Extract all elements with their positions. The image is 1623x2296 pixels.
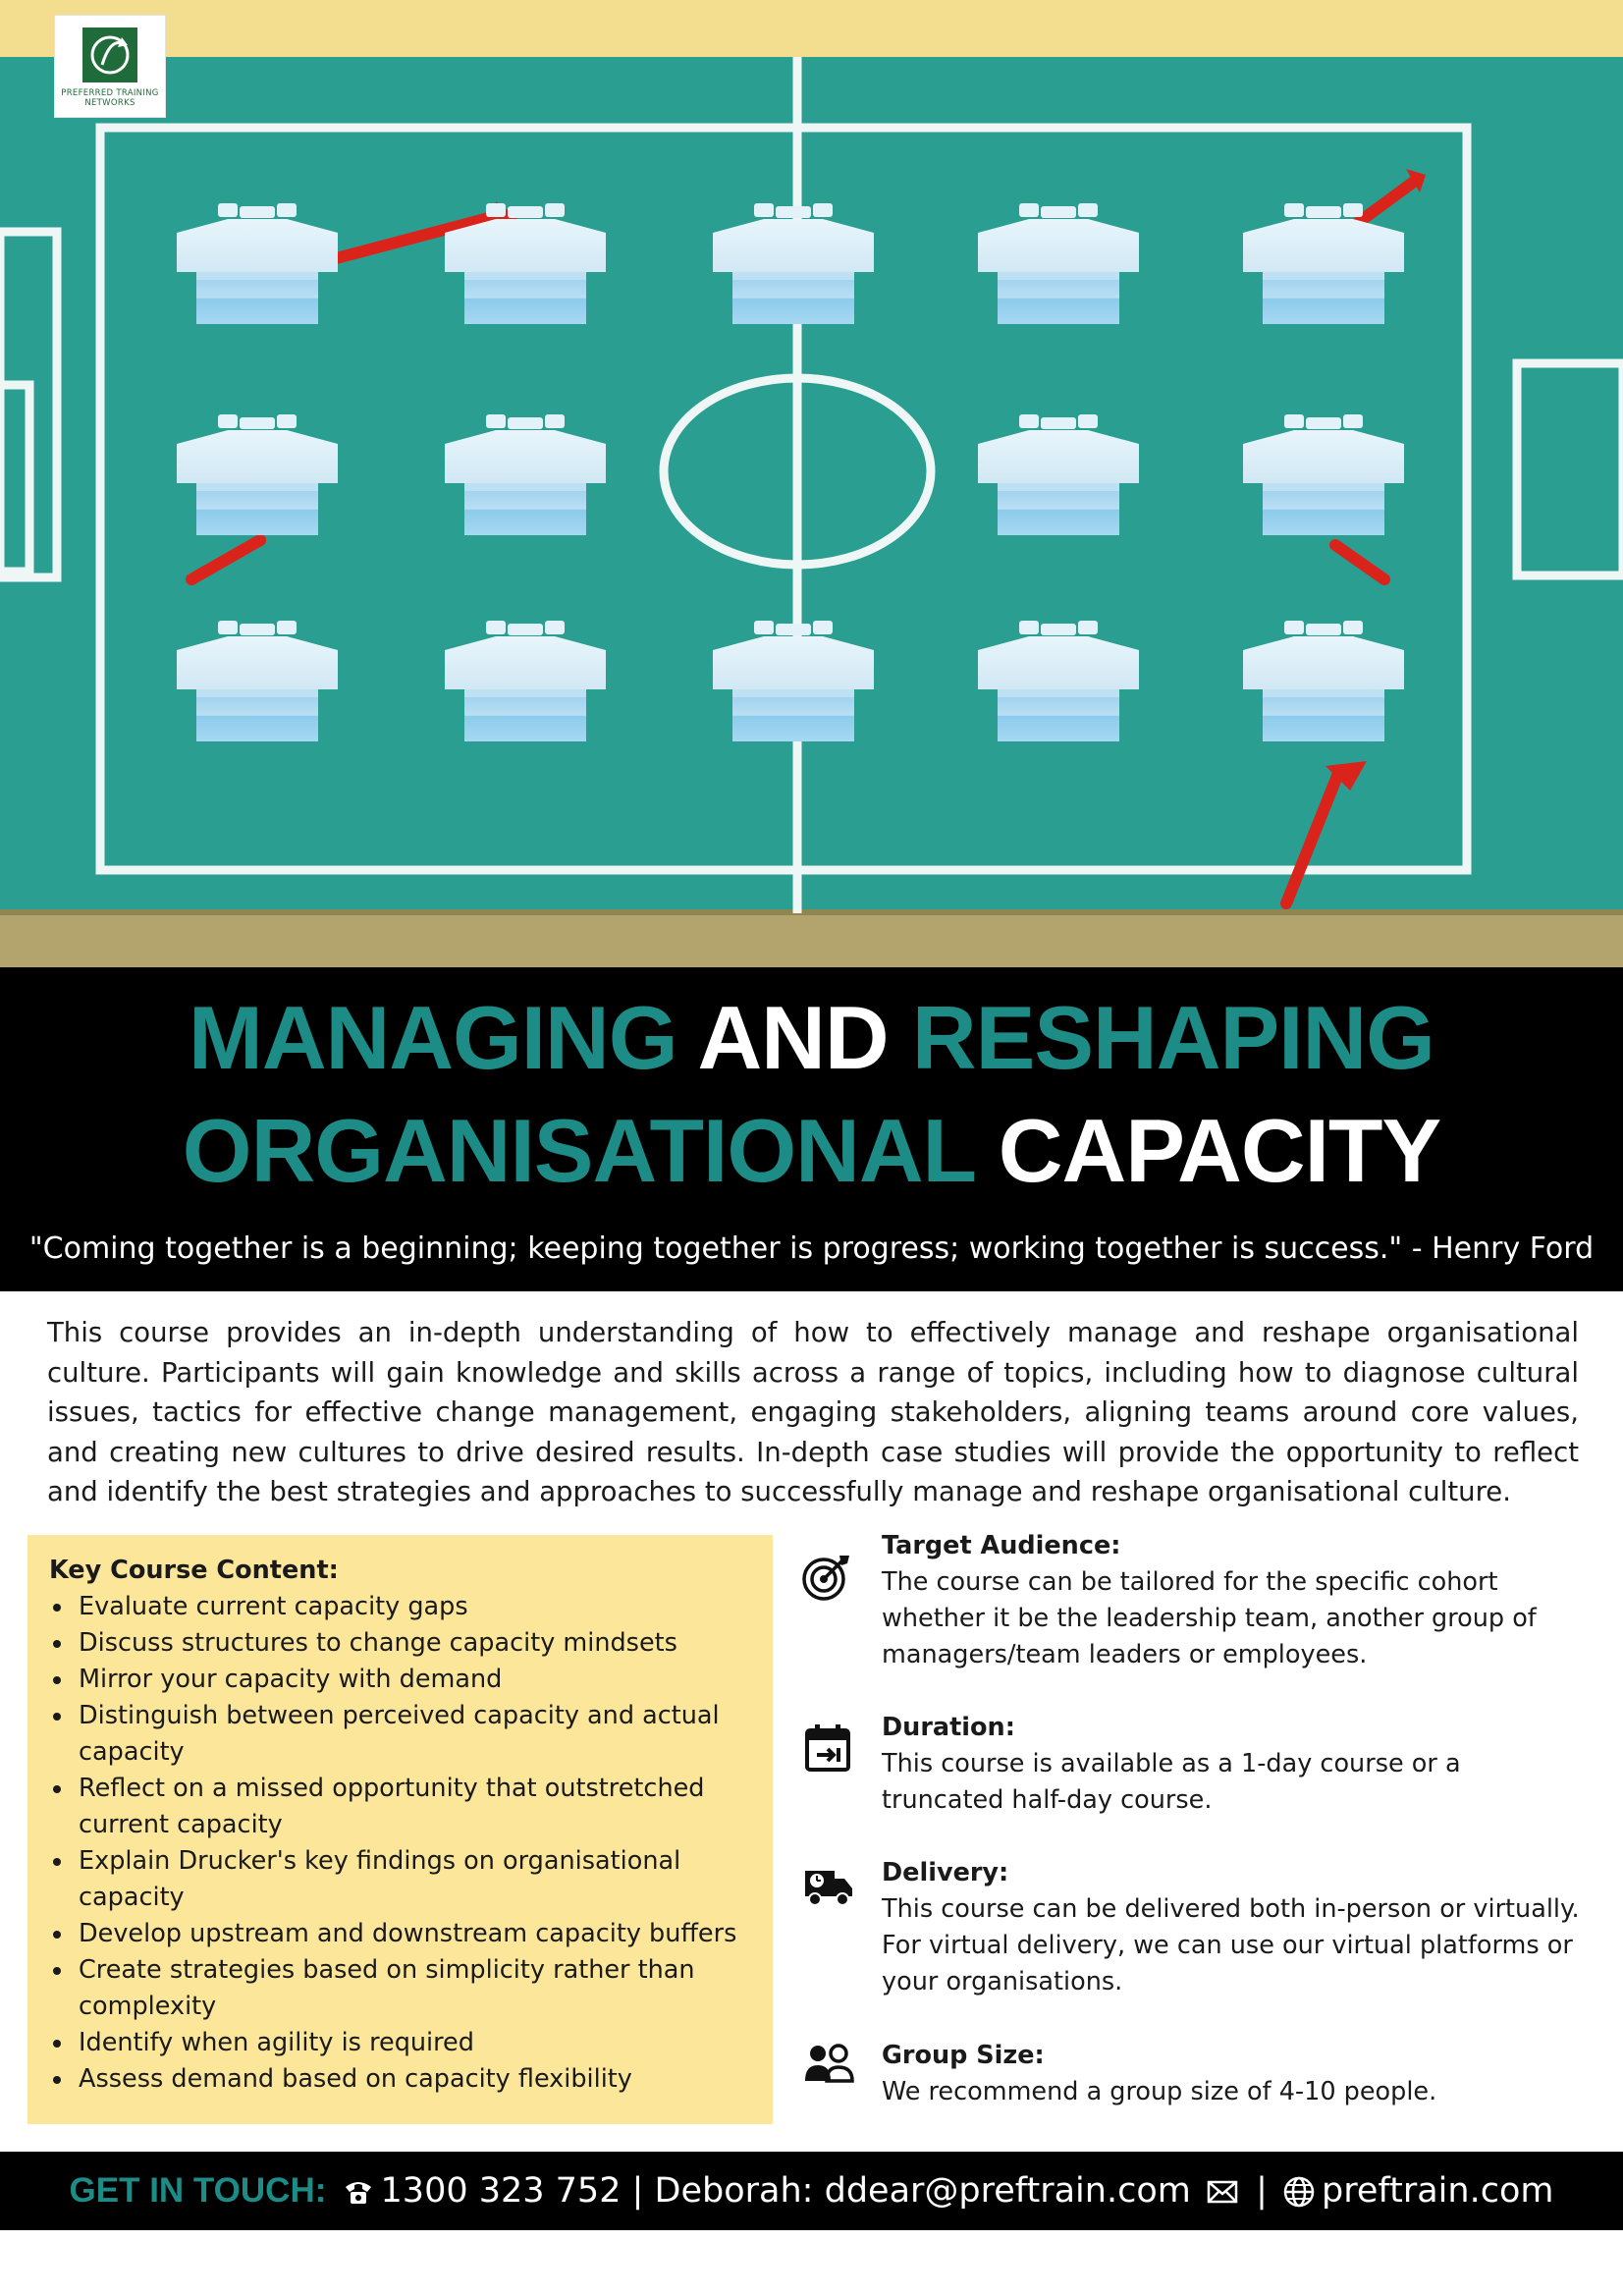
duration-body: This course is available as a 1-day course or a truncated half-day course. xyxy=(882,1749,1461,1815)
title-line-1: MANAGING AND RESHAPING xyxy=(189,989,1434,1088)
delivery-heading: Delivery: xyxy=(882,1858,1009,1887)
phone-number[interactable]: 1300 323 752 xyxy=(380,2171,622,2211)
list-item: Reflect on a missed opportunity that outstretched current capacity xyxy=(49,1771,756,1843)
list-item: Mirror your capacity with demand xyxy=(49,1662,756,1698)
group-icon xyxy=(803,2040,854,2091)
company-logo xyxy=(54,15,166,118)
list-item: Develop upstream and downstream capacity buffers xyxy=(49,1916,756,1952)
contact-line xyxy=(0,2152,1623,2230)
get-in-touch-label: GET IN TOUCH: xyxy=(69,2171,327,2210)
delivery-truck-icon xyxy=(803,1859,854,1910)
phone-icon xyxy=(342,2175,375,2209)
list-item: Create strategies based on simplicity rather than complexity xyxy=(49,1952,756,2025)
website-link[interactable]: preftrain.com xyxy=(1322,2171,1554,2211)
delivery-body: This course can be delivered both in-person or virtually. For virtual delivery, we can use our virtual platforms or your organisations. xyxy=(882,1894,1580,1996)
list-item: Discuss structures to change capacity mindsets xyxy=(49,1625,756,1662)
list-item: Distinguish between perceived capacity and actual capacity xyxy=(49,1698,756,1771)
title-line-2: ORGANISATIONAL CAPACITY xyxy=(182,1102,1441,1201)
duration-heading: Duration: xyxy=(882,1713,1015,1742)
group-size-heading: Group Size: xyxy=(882,2041,1045,2070)
target-audience-heading: Target Audience: xyxy=(882,1531,1121,1560)
list-item: Identify when agility is required xyxy=(49,2025,756,2061)
calendar-icon xyxy=(803,1722,854,1774)
email-icon xyxy=(1206,2175,1239,2209)
separator: | xyxy=(1256,2171,1268,2211)
separator: | xyxy=(631,2171,644,2211)
globe-icon xyxy=(1282,2175,1316,2209)
group-size-section xyxy=(882,2038,1589,2110)
football-pitch-illustration xyxy=(0,0,1623,967)
delivery-section xyxy=(882,1855,1589,2000)
email-contact[interactable]: Deborah: ddear@preftrain.com xyxy=(654,2171,1191,2211)
key-content-box xyxy=(27,1535,773,2124)
quote-text: "Coming together is a beginning; keeping together is progress; working together is success." - Henry Ford xyxy=(28,1231,1595,1266)
target-icon xyxy=(800,1552,851,1603)
target-audience-body: The course can be tailored for the specific cohort whether it be the leadership team, another group of managers/team leaders or employees. xyxy=(882,1567,1537,1669)
target-audience-section xyxy=(882,1528,1589,1673)
key-content-title: Key Course Content: xyxy=(49,1556,339,1585)
key-content-list xyxy=(49,1589,756,2098)
duration-section xyxy=(882,1710,1589,1819)
logo-mark-icon xyxy=(82,27,137,82)
course-title xyxy=(0,982,1623,1208)
group-size-body: We recommend a group size of 4-10 people. xyxy=(882,2077,1437,2106)
intro-paragraph: This course provides an in-depth understanding of how to effectively manage and reshape organisational culture. Participants will gain knowledge and skills across a range of topics, including how to diagnose cultural issues, tactics for effective change management, engaging stakeholders, aligning teams around core values, and creating new cultures to drive desired results. In-depth case studies will provide the opportunity to reflect and identify the best strategies and approaches to successfully manage and reshape organisational culture. xyxy=(47,1317,1579,1507)
hero-image xyxy=(0,0,1623,967)
logo-text: PREFERRED TRAINING NETWORKS xyxy=(61,88,159,108)
list-item: Explain Drucker's key findings on organisational capacity xyxy=(49,1843,756,1916)
footer-bar xyxy=(0,2152,1623,2230)
list-item: Assess demand based on capacity flexibility xyxy=(49,2061,756,2098)
list-item: Evaluate current capacity gaps xyxy=(49,1589,756,1625)
